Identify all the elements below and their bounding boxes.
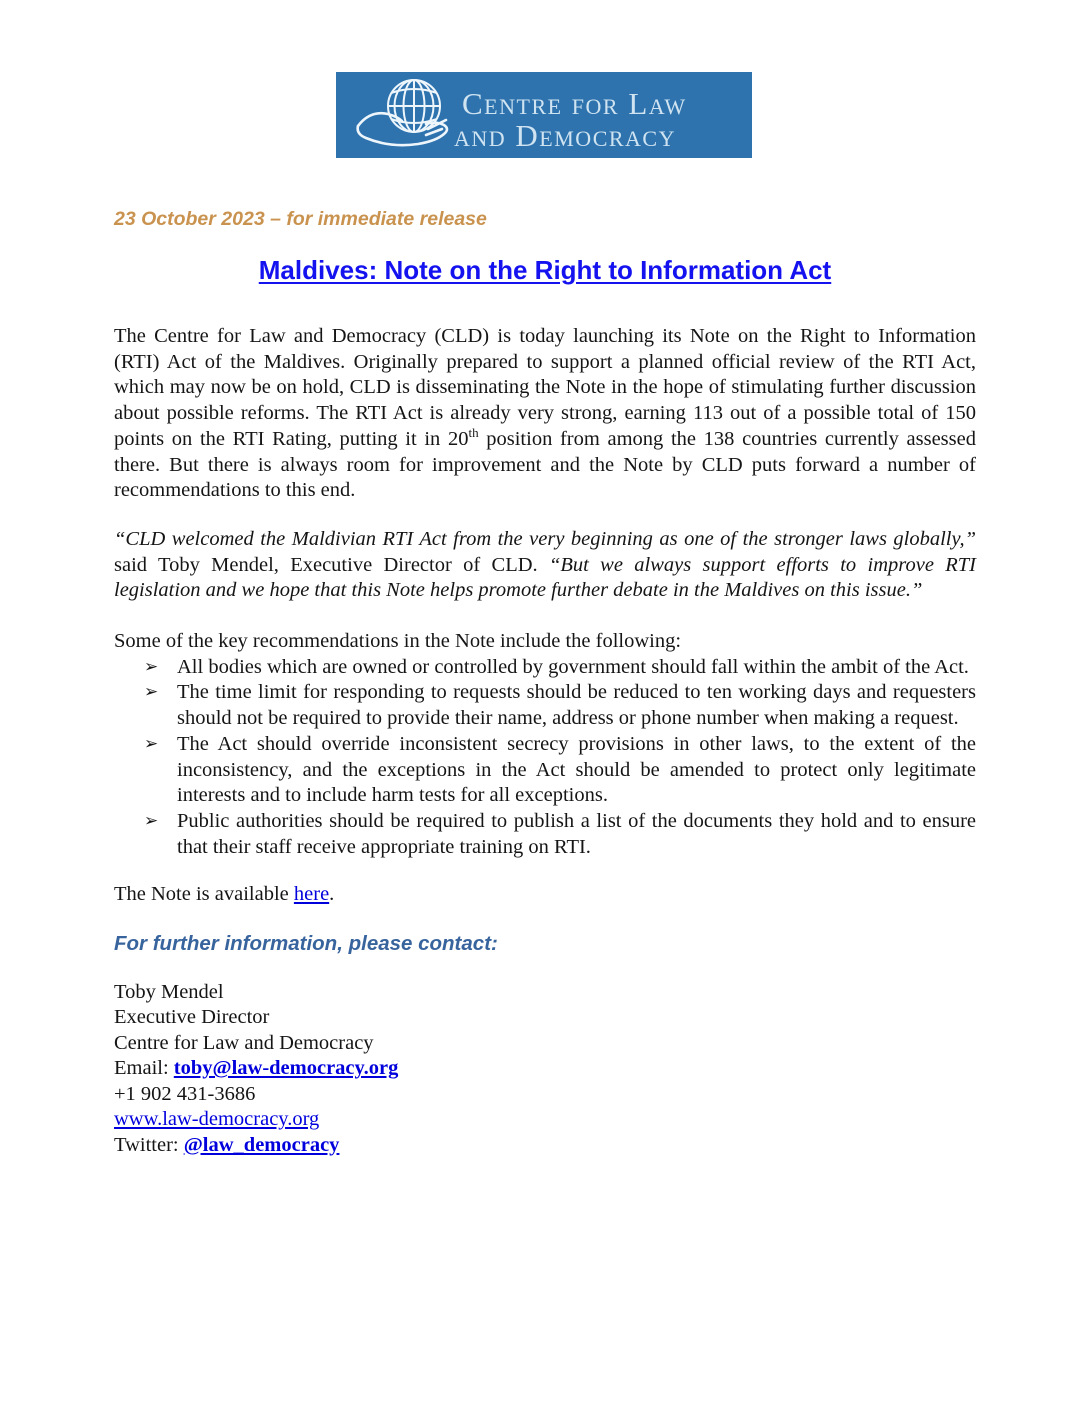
list-item-text: All bodies which are owned or controlled by government should fall within the ambit of the Act. [177, 655, 969, 678]
twitter-link[interactable]: @law_democracy [183, 1133, 340, 1156]
arrow-bullet-icon: ➢ [144, 810, 159, 831]
logo-text-line2: and Democracy [454, 118, 676, 153]
contact-email-line [114, 1056, 976, 1081]
document-body [114, 208, 976, 1158]
contact-org: Centre for Law and Democracy [114, 1031, 374, 1054]
logo-banner [0, 0, 1088, 163]
contact-phone: +1 902 431-3686 [114, 1082, 256, 1105]
recommendations-list [114, 655, 976, 861]
arrow-bullet-icon: ➢ [144, 682, 159, 703]
ordinal-suffix: th [468, 424, 479, 440]
twitter-label: Twitter: [114, 1133, 184, 1156]
intro-part2: position from among the 138 countries currently assessed there. But there is always room for improvement and the Note by CLD puts forward a number of recommendations to this end. [114, 427, 976, 502]
list-item [114, 809, 976, 860]
note-availability-line [114, 882, 976, 908]
quote-italic1: “CLD welcomed the Maldivian RTI Act from the very beginning as one of the stronger laws globally,” [114, 527, 976, 550]
contact-website-line [114, 1107, 976, 1132]
recommendations-lead: Some of the key recommendations in the Note include the following: [114, 630, 682, 653]
contact-name: Toby Mendel [114, 981, 224, 1004]
intro-paragraph [114, 324, 976, 504]
list-item-text: The Act should override inconsistent secrecy provisions in other laws, to the extent of the inconsistency, and the exceptions in the Act should be amended to protect only legitimate interests and to include harm tests for all exceptions. [177, 732, 976, 807]
page-title [114, 255, 976, 286]
arrow-bullet-icon: ➢ [144, 656, 159, 677]
contact-twitter-line [114, 1133, 976, 1158]
list-item-text: Public authorities should be required to publish a list of the documents they hold and to ensure that their staff receive appropriate training on RTI. [177, 809, 976, 858]
note-availability-prefix: The Note is available [114, 883, 294, 906]
quote-plain: said Toby Mendel, Executive Director of CLD. [114, 553, 549, 576]
note-here-link[interactable]: here [293, 883, 330, 906]
dateline: 23 October 2023 – for immediate release [114, 208, 487, 230]
list-item [114, 680, 976, 731]
note-availability-suffix: . [329, 883, 335, 906]
contact-block [114, 980, 976, 1158]
contact-heading: For further information, please contact: [114, 932, 498, 956]
cld-logo [336, 72, 752, 158]
quote-italic2: “But we always support efforts to improve RTI legislation and we hope that this Note helps promote further debate in the Maldives on this issue.” [114, 553, 976, 602]
intro-part1: The Centre for Law and Democracy (CLD) is today launching its Note on the Right to Information (RTI) Act of the Maldives. Originally prepared to support a planned official review of the RTI Act, which may now be on hold, CLD is disseminating the Note in the hope of stimulating further discussion about possible reforms. The RTI Act is already very strong, earning 113 out of a possible total of 150 points on the RTI Rating, putting it in 20 [114, 325, 976, 450]
email-label: Email: [114, 1057, 174, 1080]
list-item-text: The time limit for responding to requests should be reduced to ten working days and requesters should not be required to provide their name, address or phone number when making a request. [177, 681, 976, 730]
arrow-bullet-icon: ➢ [144, 733, 159, 754]
quote-paragraph [114, 527, 976, 604]
page-title-text: Maldives: Note on the Right to Information Act [258, 255, 832, 285]
email-link[interactable]: toby@law-democracy.org [173, 1057, 399, 1080]
list-item [114, 732, 976, 809]
list-item [114, 655, 976, 681]
contact-role: Executive Director [114, 1006, 270, 1029]
logo-text-line1: Centre for Law [462, 86, 687, 121]
website-link[interactable]: www.law-democracy.org [114, 1108, 320, 1131]
